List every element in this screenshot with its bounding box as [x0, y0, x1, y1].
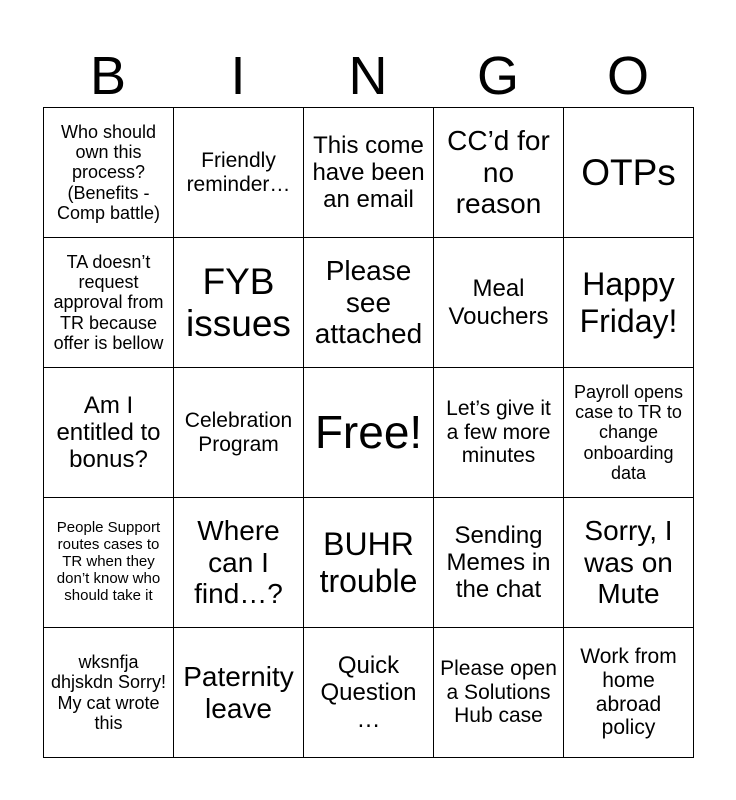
bingo-cell[interactable] [304, 108, 434, 238]
cell-text: Where can I find…? [194, 515, 283, 610]
bingo-cell[interactable] [564, 498, 694, 628]
bingo-header [43, 44, 693, 108]
bingo-cell[interactable] [434, 238, 564, 368]
free-space-cell[interactable] [304, 368, 434, 498]
header-letter-o: O [606, 46, 649, 106]
bingo-cell[interactable] [434, 368, 564, 498]
cell-text: Sending Memes in the chat [446, 521, 551, 604]
bingo-cell[interactable] [44, 238, 174, 368]
cell-text: TA doesn’t request approval from TR because offer is bellow [53, 251, 164, 353]
cell-text: Meal Vouchers [448, 275, 549, 330]
bingo-cell[interactable] [564, 238, 694, 368]
cell-text: Happy Friday! [579, 266, 678, 339]
bingo-cell[interactable] [304, 498, 434, 628]
cell-text: Paternity leave [183, 660, 294, 724]
bingo-cell[interactable] [564, 108, 694, 238]
board-row [44, 628, 694, 758]
header-letter-b: B [89, 46, 127, 106]
cell-text: FYB issues [186, 260, 291, 344]
board-row [44, 108, 694, 238]
bingo-cell[interactable] [44, 628, 174, 758]
cell-text: wksnfja dhjskdn Sorry! My cat wrote this [50, 651, 167, 733]
header-letter-g: G [476, 46, 519, 106]
bingo-cell[interactable] [174, 498, 304, 628]
bingo-cell[interactable] [174, 628, 304, 758]
bingo-cell[interactable] [44, 108, 174, 238]
bingo-cell[interactable] [434, 498, 564, 628]
cell-text: This come have been an email [312, 131, 425, 214]
bingo-cell[interactable] [174, 108, 304, 238]
cell-text: Let’s give it a few more minutes [446, 396, 551, 468]
cell-text: Work from home abroad policy [580, 645, 677, 740]
cell-text: Am I entitled to bonus? [56, 391, 161, 474]
cell-text: Sorry, I was on Mute [584, 515, 673, 610]
cell-text: OTPs [581, 151, 676, 193]
bingo-cell[interactable] [564, 368, 694, 498]
board-row [44, 238, 694, 368]
bingo-cell[interactable] [304, 628, 434, 758]
bingo-cell[interactable] [44, 368, 174, 498]
bingo-cell[interactable] [304, 238, 434, 368]
bingo-cell[interactable] [564, 628, 694, 758]
free-space-label: Free! [314, 405, 423, 458]
cell-text: People Support routes cases to TR when they don’t know who should take it [56, 519, 161, 604]
board-row [44, 368, 694, 498]
cell-text: Who should own this process? (Benefits - Comp battle) [56, 121, 161, 223]
cell-text: CC’d for no reason [447, 125, 550, 220]
cell-text: Payroll opens case to TR to change onboarding data [573, 381, 684, 483]
bingo-cell[interactable] [434, 108, 564, 238]
header-letter-i: I [230, 46, 246, 106]
bingo-cell[interactable] [434, 628, 564, 758]
bingo-cell[interactable] [174, 368, 304, 498]
header-letter-n: N [348, 46, 388, 106]
bingo-board [43, 107, 694, 758]
cell-text: Quick Question … [320, 651, 417, 734]
bingo-cell[interactable] [174, 238, 304, 368]
bingo-cell[interactable] [44, 498, 174, 628]
cell-text: Please open a Solutions Hub case [440, 656, 557, 728]
cell-text: Please see attached [314, 255, 423, 350]
cell-text: Friendly reminder… [186, 148, 291, 196]
cell-text: BUHR trouble [319, 526, 418, 599]
board-row [44, 498, 694, 628]
cell-text: Celebration Program [184, 408, 293, 456]
